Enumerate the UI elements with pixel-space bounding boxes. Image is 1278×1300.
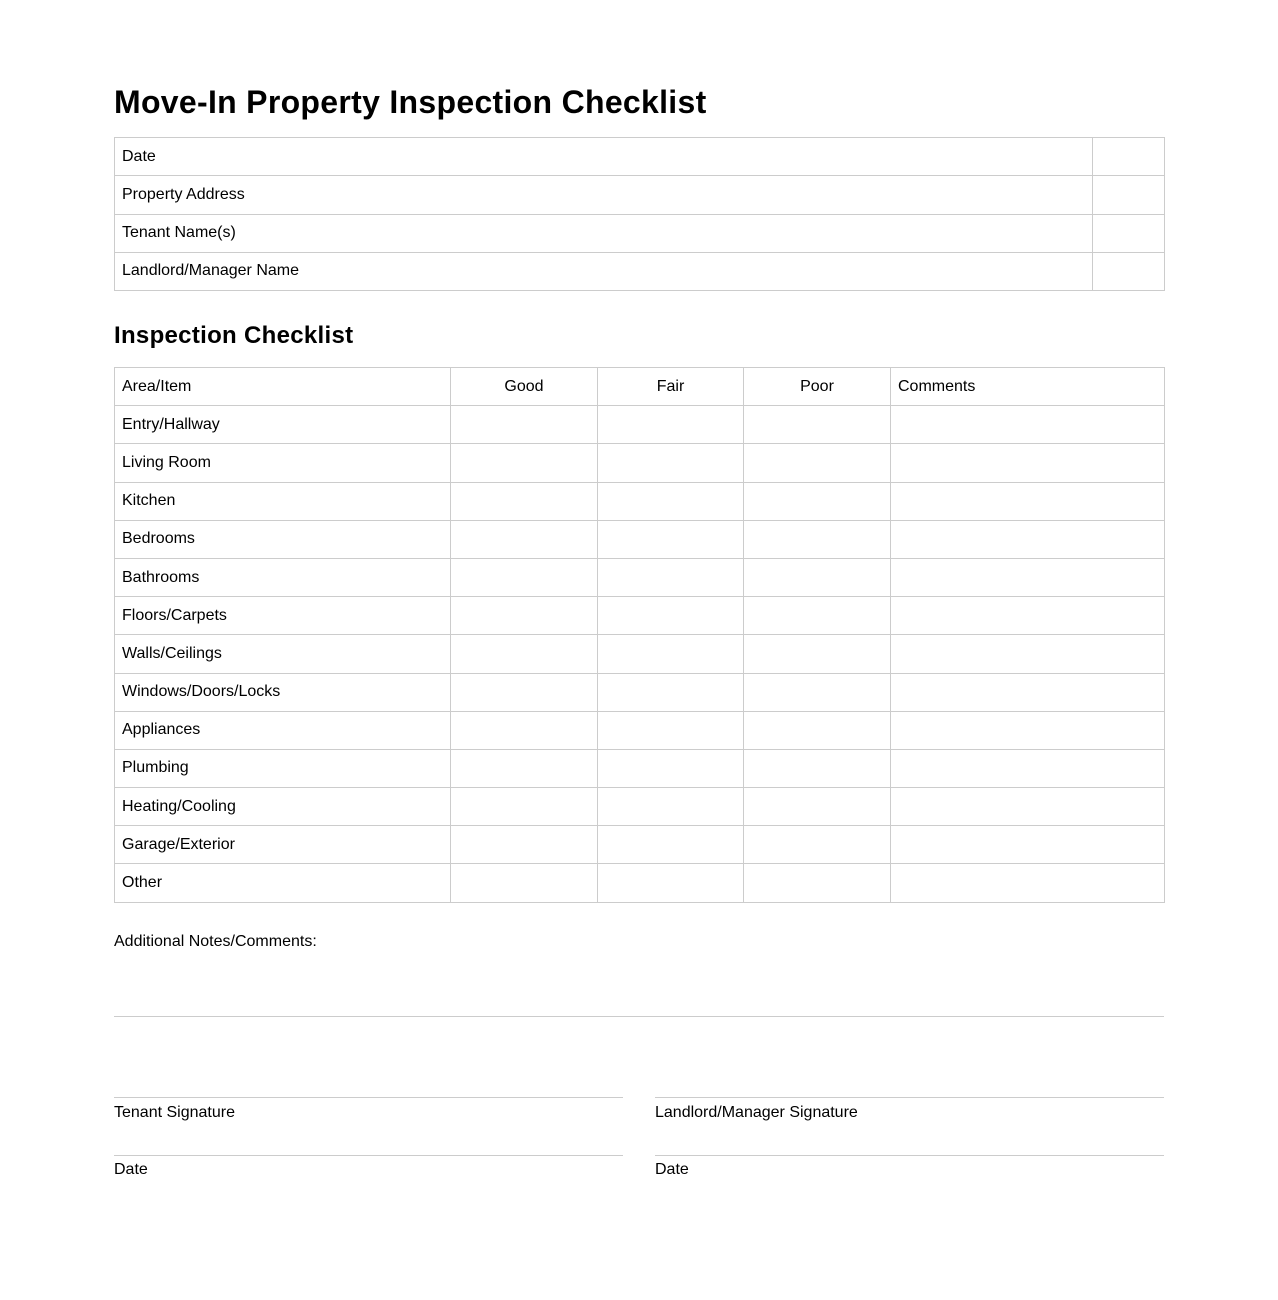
poor-cell[interactable] bbox=[744, 558, 891, 596]
column-header-fair: Fair bbox=[598, 368, 744, 406]
table-row bbox=[115, 558, 1165, 596]
additional-notes-field[interactable] bbox=[114, 1016, 1164, 1017]
comments-cell[interactable] bbox=[891, 558, 1165, 596]
area-item-label: Heating/Cooling bbox=[115, 788, 451, 826]
fair-cell[interactable] bbox=[598, 482, 744, 520]
section-title-inspection-checklist: Inspection Checklist bbox=[114, 322, 354, 349]
info-label: Landlord/Manager Name bbox=[115, 252, 1093, 290]
area-item-label: Bathrooms bbox=[115, 558, 451, 596]
table-row bbox=[115, 826, 1165, 864]
fair-cell[interactable] bbox=[598, 444, 744, 482]
table-row bbox=[115, 520, 1165, 558]
comments-cell[interactable] bbox=[891, 864, 1165, 902]
good-cell[interactable] bbox=[451, 558, 598, 596]
good-cell[interactable] bbox=[451, 788, 598, 826]
table-row bbox=[115, 444, 1165, 482]
table-header-row bbox=[115, 368, 1165, 406]
comments-cell[interactable] bbox=[891, 749, 1165, 787]
poor-cell[interactable] bbox=[744, 826, 891, 864]
good-cell[interactable] bbox=[451, 406, 598, 444]
property-info-table bbox=[114, 137, 1165, 291]
poor-cell[interactable] bbox=[744, 788, 891, 826]
fair-cell[interactable] bbox=[598, 749, 744, 787]
table-row bbox=[115, 673, 1165, 711]
good-cell[interactable] bbox=[451, 597, 598, 635]
landlord-signature-label: Landlord/Manager Signature bbox=[655, 1104, 858, 1121]
info-label: Date bbox=[115, 138, 1093, 176]
landlord-signature-line[interactable] bbox=[655, 1097, 1164, 1098]
table-row bbox=[115, 597, 1165, 635]
poor-cell[interactable] bbox=[744, 864, 891, 902]
additional-notes-label: Additional Notes/Comments: bbox=[114, 933, 317, 950]
info-row-date bbox=[115, 138, 1165, 176]
tenant-signature-label: Tenant Signature bbox=[114, 1104, 235, 1121]
landlord-date-label: Date bbox=[655, 1161, 689, 1178]
poor-cell[interactable] bbox=[744, 482, 891, 520]
poor-cell[interactable] bbox=[744, 673, 891, 711]
tenant-date-label: Date bbox=[114, 1161, 148, 1178]
tenant-date-line[interactable] bbox=[114, 1155, 623, 1156]
poor-cell[interactable] bbox=[744, 520, 891, 558]
fair-cell[interactable] bbox=[598, 406, 744, 444]
info-row-landlord-name bbox=[115, 252, 1165, 290]
table-row bbox=[115, 749, 1165, 787]
column-header-area-item: Area/Item bbox=[115, 368, 451, 406]
column-header-poor: Poor bbox=[744, 368, 891, 406]
area-item-label: Entry/Hallway bbox=[115, 406, 451, 444]
comments-cell[interactable] bbox=[891, 520, 1165, 558]
landlord-date-line[interactable] bbox=[655, 1155, 1164, 1156]
comments-cell[interactable] bbox=[891, 788, 1165, 826]
comments-cell[interactable] bbox=[891, 444, 1165, 482]
area-item-label: Windows/Doors/Locks bbox=[115, 673, 451, 711]
column-header-comments: Comments bbox=[891, 368, 1165, 406]
area-item-label: Walls/Ceilings bbox=[115, 635, 451, 673]
fair-cell[interactable] bbox=[598, 635, 744, 673]
table-row bbox=[115, 711, 1165, 749]
fair-cell[interactable] bbox=[598, 597, 744, 635]
fair-cell[interactable] bbox=[598, 788, 744, 826]
area-item-label: Other bbox=[115, 864, 451, 902]
fair-cell[interactable] bbox=[598, 711, 744, 749]
poor-cell[interactable] bbox=[744, 444, 891, 482]
poor-cell[interactable] bbox=[744, 406, 891, 444]
landlord-name-field[interactable] bbox=[1093, 252, 1165, 290]
table-row bbox=[115, 635, 1165, 673]
fair-cell[interactable] bbox=[598, 673, 744, 711]
fair-cell[interactable] bbox=[598, 558, 744, 596]
good-cell[interactable] bbox=[451, 482, 598, 520]
comments-cell[interactable] bbox=[891, 482, 1165, 520]
info-row-property-address bbox=[115, 176, 1165, 214]
info-label: Tenant Name(s) bbox=[115, 214, 1093, 252]
area-item-label: Living Room bbox=[115, 444, 451, 482]
fair-cell[interactable] bbox=[598, 826, 744, 864]
comments-cell[interactable] bbox=[891, 635, 1165, 673]
poor-cell[interactable] bbox=[744, 749, 891, 787]
comments-cell[interactable] bbox=[891, 597, 1165, 635]
poor-cell[interactable] bbox=[744, 711, 891, 749]
tenant-signature-line[interactable] bbox=[114, 1097, 623, 1098]
property-address-field[interactable] bbox=[1093, 176, 1165, 214]
poor-cell[interactable] bbox=[744, 597, 891, 635]
good-cell[interactable] bbox=[451, 749, 598, 787]
good-cell[interactable] bbox=[451, 673, 598, 711]
area-item-label: Floors/Carpets bbox=[115, 597, 451, 635]
good-cell[interactable] bbox=[451, 826, 598, 864]
good-cell[interactable] bbox=[451, 711, 598, 749]
area-item-label: Appliances bbox=[115, 711, 451, 749]
table-row bbox=[115, 864, 1165, 902]
area-item-label: Kitchen bbox=[115, 482, 451, 520]
page-title: Move-In Property Inspection Checklist bbox=[114, 84, 707, 120]
area-item-label: Garage/Exterior bbox=[115, 826, 451, 864]
tenant-names-field[interactable] bbox=[1093, 214, 1165, 252]
fair-cell[interactable] bbox=[598, 520, 744, 558]
info-label: Property Address bbox=[115, 176, 1093, 214]
good-cell[interactable] bbox=[451, 864, 598, 902]
good-cell[interactable] bbox=[451, 444, 598, 482]
comments-cell[interactable] bbox=[891, 406, 1165, 444]
table-row bbox=[115, 406, 1165, 444]
area-item-label: Plumbing bbox=[115, 749, 451, 787]
comments-cell[interactable] bbox=[891, 826, 1165, 864]
table-row bbox=[115, 482, 1165, 520]
good-cell[interactable] bbox=[451, 635, 598, 673]
fair-cell[interactable] bbox=[598, 864, 744, 902]
comments-cell[interactable] bbox=[891, 711, 1165, 749]
table-row bbox=[115, 788, 1165, 826]
date-field[interactable] bbox=[1093, 138, 1165, 176]
area-item-label: Bedrooms bbox=[115, 520, 451, 558]
comments-cell[interactable] bbox=[891, 673, 1165, 711]
good-cell[interactable] bbox=[451, 520, 598, 558]
column-header-good: Good bbox=[451, 368, 598, 406]
info-row-tenant-names bbox=[115, 214, 1165, 252]
inspection-checklist-table bbox=[114, 367, 1165, 903]
poor-cell[interactable] bbox=[744, 635, 891, 673]
